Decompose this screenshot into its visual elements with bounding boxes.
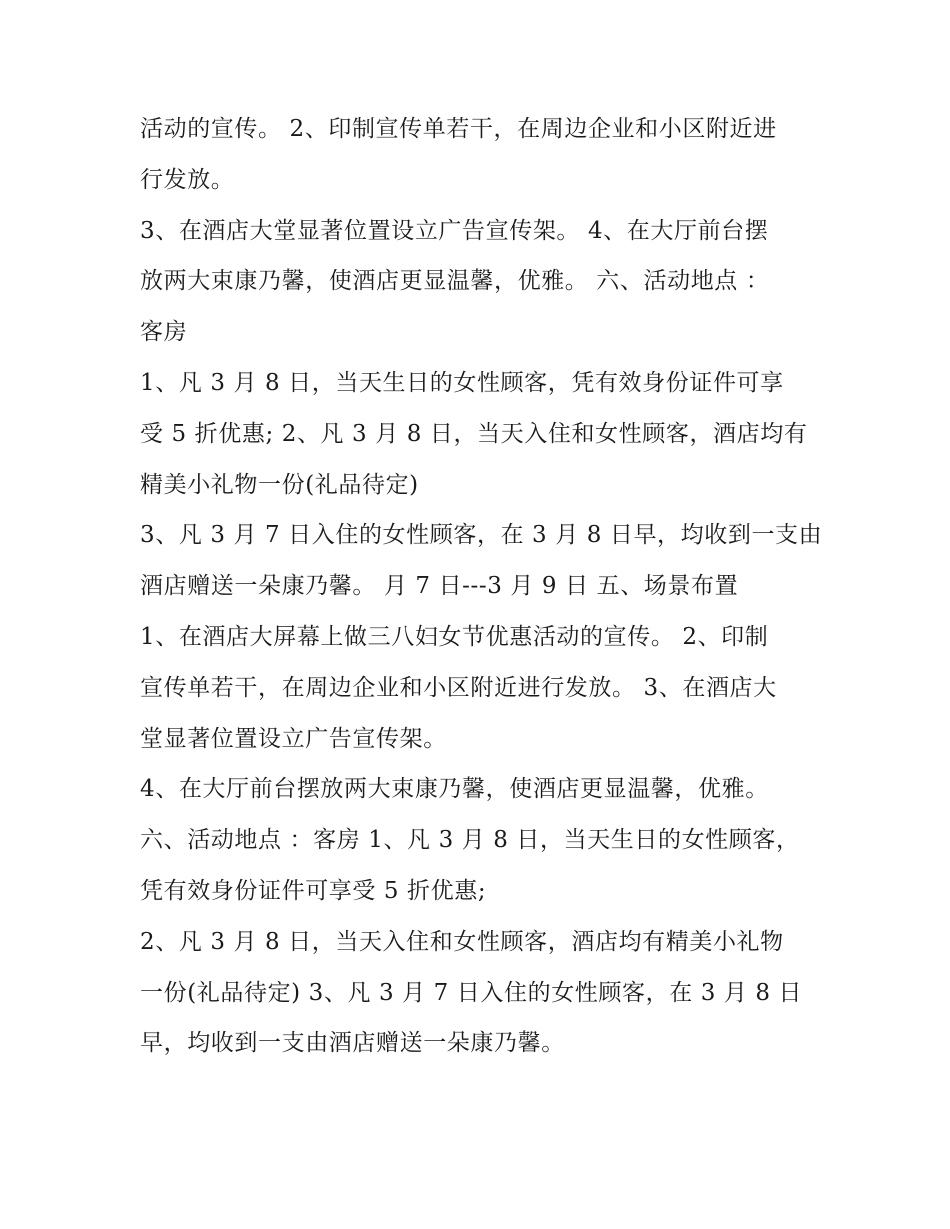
text-line: 3、凡 3 月 7 日入住的女性顾客，在 3 月 8 日早，均收到一支由 (140, 522, 823, 549)
text-line: 精美小礼物一份(礼品待定) (140, 471, 419, 498)
text-line: 宣传单若干，在周边企业和小区附近进行发放。 3、在酒店大 (140, 674, 777, 701)
text-line: 酒店赠送一朵康乃馨。 月 7 日---3 月 9 日 五、场景布置 (140, 573, 739, 600)
text-line: 活动的宣传。 2、印制宣传单若干，在周边企业和小区附近进 (140, 116, 777, 142)
text-line: 凭有效身份证件可享受 5 折优惠; (140, 877, 487, 904)
text-line: 早，均收到一支由酒店赠送一朵康乃馨。 (140, 1030, 565, 1057)
text-line: 4、在大厅前台摆放两大束康乃馨，使酒店更显温馨，优雅。 (140, 776, 769, 803)
text-line: 1、在酒店大屏幕上做三八妇女节优惠活动的宣传。 2、印制 (140, 623, 769, 650)
text-line: 放两大束康乃馨，使酒店更显温馨，优雅。 六、活动地点 ： (140, 268, 770, 295)
text-line: 客房 (140, 319, 188, 346)
text-line: 1、凡 3 月 8 日，当天生日的女性顾客，凭有效身份证件可享 (140, 369, 784, 396)
text-line: 一份(礼品待定) 3、凡 3 月 7 日入住的女性顾客，在 3 月 8 日 (140, 979, 803, 1006)
text-line: 行发放。 (140, 166, 235, 193)
text-line: 2、凡 3 月 8 日，当天入住和女性顾客，酒店均有精美小礼物 (140, 928, 784, 955)
text-line: 堂显著位置设立广告宣传架。 (140, 725, 447, 752)
text-line: 受 5 折优惠; 2、凡 3 月 8 日，当天入住和女性顾客，酒店均有 (140, 420, 808, 447)
text-line: 3、在酒店大堂显著位置设立广告宣传架。 4、在大厅前台摆 (140, 217, 769, 244)
document-body (140, 104, 823, 1069)
text-line: 六、活动地点 ：客房 1、凡 3 月 8 日，当天生日的女性顾客， (140, 827, 800, 854)
